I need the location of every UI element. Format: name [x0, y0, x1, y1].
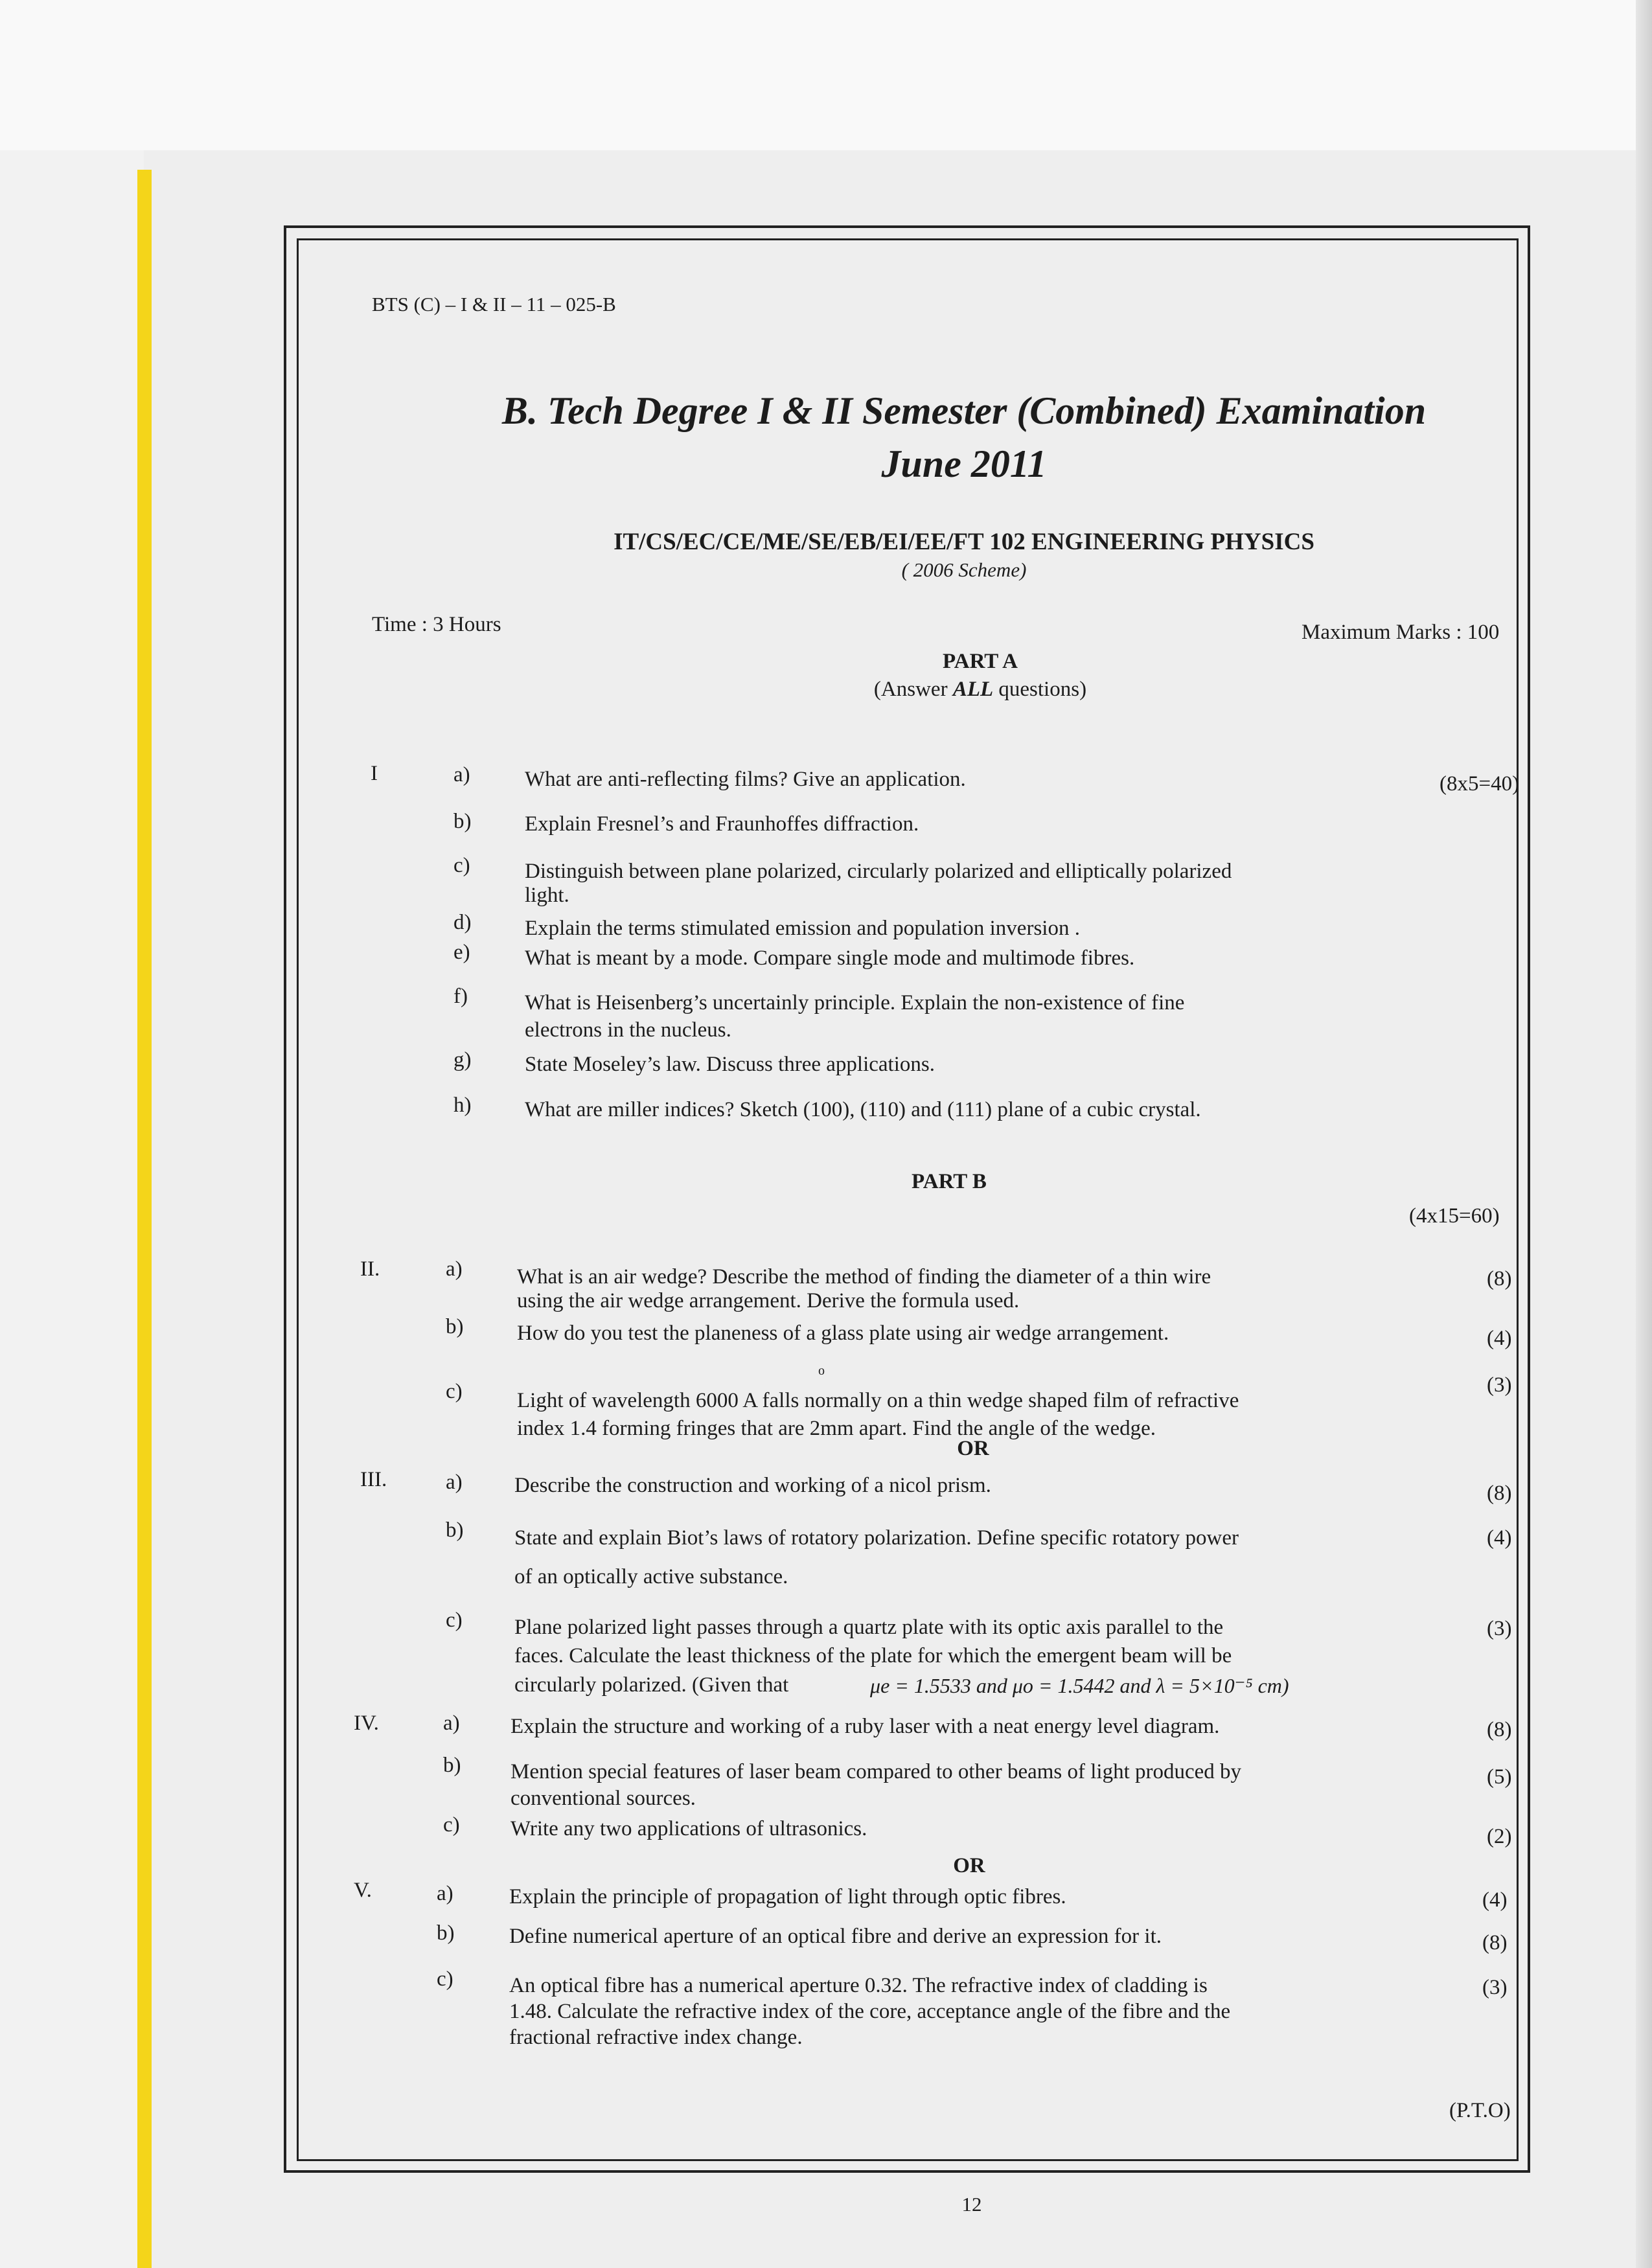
item-label: c) [437, 1967, 453, 1991]
exam-title-line2: June 2011 [881, 442, 1047, 485]
item-label: c) [446, 1380, 463, 1403]
question-number: V. [354, 1879, 372, 1902]
item-label: a) [446, 1257, 463, 1281]
question-text: Distinguish between plane polarized, circularly polarized and elliptically polarized [525, 860, 1232, 883]
marks: (4) [1482, 1888, 1508, 1912]
part-b-marks: (4x15=60) [1409, 1204, 1500, 1228]
question-text: What are miller indices? Sketch (100), (110) and (111) plane of a cubic crystal. [525, 1098, 1201, 1121]
marks: (4) [1487, 1327, 1512, 1350]
item-label: b) [446, 1518, 464, 1542]
question-text: Mention special features of laser beam compared to other beams of light produced by [511, 1760, 1242, 1783]
question-text: index 1.4 forming fringes that are 2mm apart. Find the angle of the wedge. [517, 1417, 1156, 1440]
or-separator: OR [957, 1437, 989, 1460]
question-text: Plane polarized light passes through a quartz plate with its optic axis parallel to the [514, 1616, 1224, 1639]
item-label: b) [437, 1921, 455, 1945]
question-text: Explain the terms stimulated emission and population inversion . [525, 917, 1080, 940]
marks: (8) [1482, 1931, 1508, 1954]
item-label: b) [453, 810, 472, 833]
part-a-heading: PART A [943, 650, 1018, 673]
question-text: light. [525, 884, 569, 907]
marks: (4) [1487, 1526, 1512, 1550]
item-label: h) [453, 1094, 472, 1117]
question-text: State Moseley’s law. Discuss three applications. [525, 1053, 935, 1076]
scanner-top-margin [0, 0, 1652, 150]
question-text: fractional refractive index change. [509, 2026, 803, 2049]
item-label: c) [443, 1813, 460, 1837]
question-text: What is Heisenberg’s uncertainly principle. Explain the non-existence of fine [525, 991, 1185, 1014]
question-text: of an optically active substance. [514, 1565, 788, 1588]
pto-note: (P.T.O) [1449, 2099, 1511, 2122]
scanner-edge-shadow [1636, 0, 1652, 2268]
part-b-heading: PART B [912, 1170, 987, 1193]
question-text: An optical fibre has a numerical aperture 0.32. The refractive index of cladding is [509, 1974, 1208, 1997]
question-text: conventional sources. [511, 1787, 696, 1810]
marks: (8) [1487, 1718, 1512, 1741]
item-label: a) [453, 763, 470, 786]
or-separator: OR [953, 1854, 985, 1877]
angstrom-ring: o [818, 1364, 825, 1378]
question-text: State and explain Biot’s laws of rotatory polarization. Define specific rotatory power [514, 1526, 1239, 1550]
question-number: I [371, 762, 378, 785]
question-text: faces. Calculate the least thickness of the plate for which the emergent beam will be [514, 1644, 1232, 1667]
question-text: using the air wedge arrangement. Derive the formula used. [517, 1289, 1020, 1312]
question-marks: (8x5=40) [1440, 772, 1520, 796]
time-allowed: Time : 3 Hours [372, 613, 501, 636]
marks: (3) [1482, 1976, 1508, 1999]
item-label: g) [453, 1048, 472, 1071]
question-number: IV. [354, 1712, 379, 1735]
question-text: circularly polarized. (Given that [514, 1673, 789, 1697]
item-label: e) [453, 941, 470, 964]
marks: (5) [1487, 1765, 1512, 1789]
part-a-instruction: (Answer ALL questions) [873, 678, 1087, 701]
exam-title-line1: B. Tech Degree I & II Semester (Combined) Examination [501, 389, 1427, 432]
given-values-formula: μe = 1.5533 and μo = 1.5442 and λ = 5×10⁻⁵ cm) [870, 1674, 1289, 1697]
marks: (3) [1487, 1617, 1512, 1640]
item-label: a) [437, 1882, 453, 1905]
question-text: Light of wavelength 6000 A falls normally on a thin wedge shaped film of refractive [517, 1389, 1239, 1412]
question-text: What are anti-reflecting films? Give an application. [525, 768, 966, 791]
marks: (8) [1487, 1482, 1512, 1505]
item-label: b) [443, 1754, 461, 1777]
marks: (8) [1487, 1267, 1512, 1290]
yellow-page-edge [137, 170, 152, 2268]
question-text: Explain the structure and working of a ruby laser with a neat energy level diagram. [511, 1715, 1220, 1738]
question-number: III. [360, 1468, 387, 1491]
question-text: Explain the principle of propagation of light through optic fibres. [509, 1885, 1066, 1908]
page-border-inner [297, 238, 1519, 2161]
question-text: What is meant by a mode. Compare single mode and multimode fibres. [525, 946, 1135, 970]
question-text: Explain Fresnel’s and Fraunhoffes diffraction. [525, 812, 919, 836]
paper-code: BTS (C) – I & II – 11 – 025-B [372, 293, 616, 315]
page-number: 12 [961, 2193, 982, 2216]
item-label: c) [453, 854, 470, 877]
question-number: II. [360, 1257, 380, 1281]
item-label: c) [446, 1609, 463, 1632]
marks: (2) [1487, 1825, 1512, 1848]
item-label: b) [446, 1315, 464, 1338]
marks: (3) [1487, 1373, 1512, 1397]
item-label: f) [453, 985, 468, 1008]
question-text: Define numerical aperture of an optical fibre and derive an expression for it. [509, 1925, 1162, 1948]
question-text: electrons in the nucleus. [525, 1018, 731, 1042]
question-text: What is an air wedge? Describe the method of finding the diameter of a thin wire [517, 1265, 1211, 1289]
scheme: ( 2006 Scheme) [901, 558, 1027, 581]
question-text: Describe the construction and working of a nicol prism. [514, 1474, 991, 1497]
question-text: 1.48. Calculate the refractive index of the core, acceptance angle of the fibre and the [509, 2000, 1231, 2023]
item-label: d) [453, 911, 472, 934]
maximum-marks: Maximum Marks : 100 [1302, 621, 1500, 644]
question-text: How do you test the planeness of a glass plate using air wedge arrangement. [517, 1322, 1169, 1345]
question-text: Write any two applications of ultrasonics. [511, 1817, 867, 1840]
item-label: a) [443, 1712, 460, 1735]
item-label: a) [446, 1471, 463, 1494]
subject-title: IT/CS/EC/CE/ME/SE/EB/EI/EE/FT 102 ENGINEERING PHYSICS [614, 529, 1314, 555]
